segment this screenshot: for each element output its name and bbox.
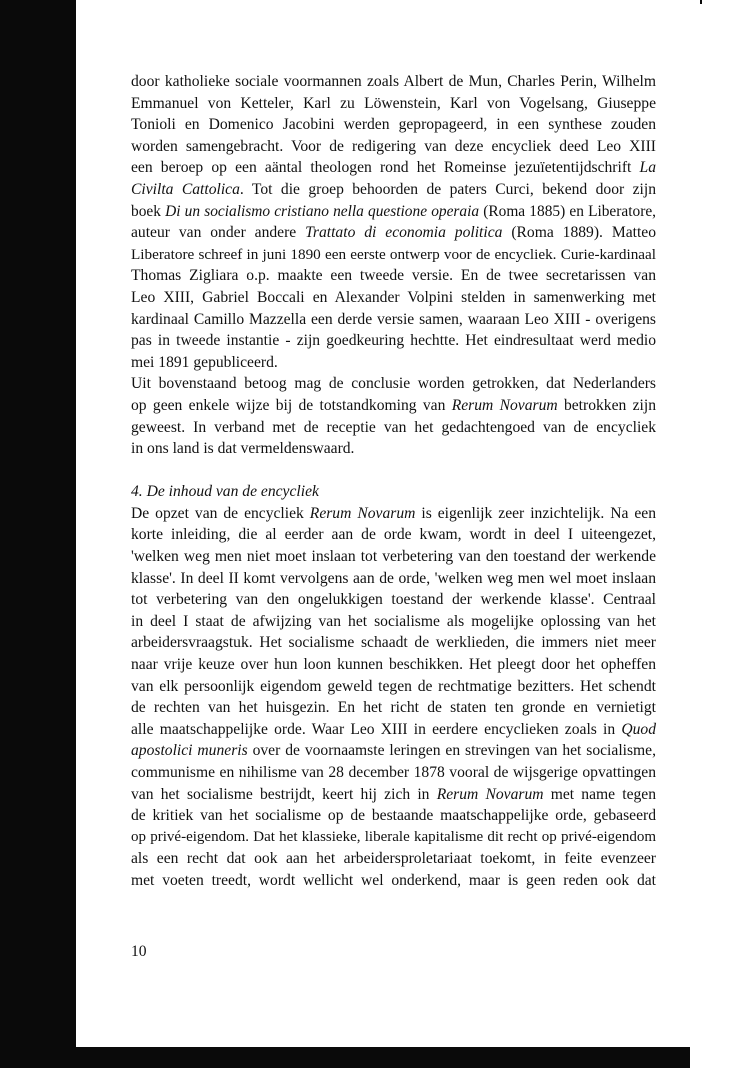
text-line — [131, 114, 656, 136]
text-run: De opzet van de encycliek — [131, 504, 310, 522]
text-run: communisme en nihilisme van 28 december 1878 vooral de wijsgerige opvattingen — [131, 764, 656, 781]
text-line — [131, 805, 656, 827]
text-line — [131, 287, 656, 309]
text-line — [131, 632, 656, 654]
text-line — [131, 179, 656, 201]
text-run: mei 1891 gepubliceerd. — [131, 353, 278, 371]
text-run: een beroep op een aäntal theologen rond het Romeinse jezuïetentijdschrift — [131, 159, 640, 177]
text-line — [131, 697, 656, 719]
text-run: over de voornaamste leringen en strevingen van het socialisme, — [247, 742, 656, 760]
text-run: met name tegen — [543, 785, 657, 803]
scan-top-right-mark — [700, 0, 702, 4]
text-run: (Roma 1885) en Liberatore, — [479, 202, 656, 220]
text-run: . Tot die groep behoorden de paters Curci, bekend door zijn — [239, 180, 657, 198]
text-line — [131, 395, 656, 417]
italic-title: Rerum Novarum — [451, 396, 558, 414]
text-run: met voeten treedt, wordt wellicht wel onderkend, maar is geen reden ook dat — [131, 871, 656, 889]
text-run: betrokken zijn — [557, 396, 656, 414]
text-line — [131, 438, 656, 460]
paragraph-history — [131, 71, 656, 373]
text-line — [131, 676, 656, 698]
text-line — [131, 330, 656, 352]
italic-title: Rerum Novarum — [436, 785, 544, 803]
text-line — [131, 827, 656, 849]
page-body — [131, 71, 656, 892]
text-run: Liberatore schreef in juni 1890 een eerste ontwerp voor de encycliek. Curie-kardinaal — [131, 245, 656, 263]
paragraph-conclusion — [131, 373, 656, 459]
italic-title: Quod — [621, 720, 656, 738]
paragraph-gap — [131, 460, 656, 482]
text-run: Uit bovenstaand betoog mag de conclusie worden getrokken, dat Nederlanders — [131, 375, 656, 393]
text-run: als een recht dat ook aan het arbeidersproletariaat toekomt, in feite evenzeer — [131, 850, 656, 868]
text-run: de rechten van het huisgezin. En het richt de staten ten gronde en vernietigt — [131, 699, 656, 717]
text-line — [131, 546, 656, 568]
text-line — [131, 244, 656, 266]
page-number: 10 — [131, 943, 147, 960]
text-line — [131, 265, 656, 287]
text-line — [131, 352, 656, 374]
text-line — [131, 93, 656, 115]
text-line — [131, 503, 656, 525]
text-run: 'welken weg men niet moet inslaan tot verbetering van den toestand der werkende — [131, 548, 656, 566]
italic-title: Civilta Cattolica — [131, 180, 240, 198]
text-run: auteur van onder andere — [131, 224, 306, 242]
text-line — [131, 201, 656, 223]
text-line — [131, 784, 656, 806]
text-run: kardinaal Camillo Mazzella een derde versie samen, waaraan Leo XIII - overigens — [131, 310, 656, 328]
text-run: op privé-eigendom. Dat het klassieke, liberale kapitalisme dit recht op privé-eigendom — [131, 828, 656, 845]
text-run: korte inleiding, die al eerder aan de orde kwam, wordt in deel I uiteengezet, — [131, 526, 656, 544]
text-line — [131, 222, 656, 244]
text-line — [131, 762, 656, 784]
text-line — [131, 157, 656, 179]
italic-title: La — [639, 159, 656, 177]
text-run: alle maatschappelijke orde. Waar Leo XIII in eerdere encyclieken zoals in — [131, 720, 622, 738]
text-line — [131, 870, 656, 892]
text-run: van elk persoonlijk eigendom geweld tegen de rechtmatige bezitters. Het schendt — [131, 677, 656, 695]
text-run: worden samengebracht. Voor de redigering van deze encycliek deed Leo XIII — [131, 137, 656, 155]
text-run: Tonioli en Domenico Jacobini werden gepropageerd, in een synthese zouden — [131, 116, 656, 134]
text-run: pas in tweede instantie - zijn goedkeuring hechtte. Het eindresultaat werd medio — [131, 332, 656, 350]
text-run: Leo XIII, Gabriel Boccali en Alexander Volpini stelden in samenwerking met — [131, 288, 656, 306]
text-run: arbeidersvraagstuk. Het socialisme schaadt de werklieden, die immers niet meer — [131, 634, 656, 652]
text-run: klasse'. In deel II komt vervolgens aan de orde, 'welken weg men wel moet inslaan — [131, 569, 656, 587]
text-line — [131, 568, 656, 590]
text-line — [131, 654, 656, 676]
text-line — [131, 524, 656, 546]
italic-title: Trattato di economia politica — [305, 224, 503, 242]
text-run: van het socialisme bestrijdt, keert hij zich in — [131, 785, 437, 803]
text-line — [131, 740, 656, 762]
scan-left-border — [0, 0, 76, 1068]
text-run: door katholieke sociale voormannen zoals Albert de Mun, Charles Perin, Wilhelm — [131, 73, 656, 90]
text-run: is eigenlijk zeer inzichtelijk. Na een — [415, 504, 657, 522]
text-line — [131, 611, 656, 633]
text-run: naar vrije keuze over hun loon kunnen beschikken. Het pleegt door het opheffen — [131, 656, 656, 674]
text-line — [131, 417, 656, 439]
italic-title: Di un socialismo cristiano nella questione operaia — [165, 202, 480, 220]
text-run: boek — [131, 202, 166, 220]
text-line — [131, 71, 656, 93]
text-line — [131, 848, 656, 870]
text-line — [131, 136, 656, 158]
text-run: Thomas Zigliara o.p. maakte een tweede versie. En de twee secretarissen van — [131, 267, 656, 285]
italic-title: Rerum Novarum — [309, 504, 416, 522]
text-line — [131, 373, 656, 395]
text-line — [131, 309, 656, 331]
text-line — [131, 589, 656, 611]
text-run: geweest. In verband met de receptie van het gedachtengoed van de encycliek — [131, 418, 656, 436]
text-run: op geen enkele wijze bij de totstandkoming van — [131, 396, 452, 414]
text-run: (Roma 1889). Matteo — [502, 224, 656, 242]
section-heading: 4. De inhoud van de encycliek — [131, 483, 319, 501]
text-run: de kritiek van het socialisme op de bestaande maatschappelijke orde, gebaseerd — [131, 807, 656, 825]
text-run: tot verbetering van den ongelukkigen toestand der werkende klasse'. Centraal — [131, 591, 656, 609]
italic-title: apostolici muneris — [131, 742, 248, 760]
text-run: in deel I staat de afwijzing van het socialisme als mogelijke oplossing van het — [131, 612, 656, 630]
text-line — [131, 719, 656, 741]
paragraph-contents — [131, 503, 656, 892]
scan-bottom-border — [0, 1047, 690, 1068]
text-run: in ons land is dat vermeldenswaard. — [131, 440, 355, 458]
text-run: Emmanuel von Ketteler, Karl zu Löwenstein, Karl von Vogelsang, Giuseppe — [131, 94, 656, 112]
